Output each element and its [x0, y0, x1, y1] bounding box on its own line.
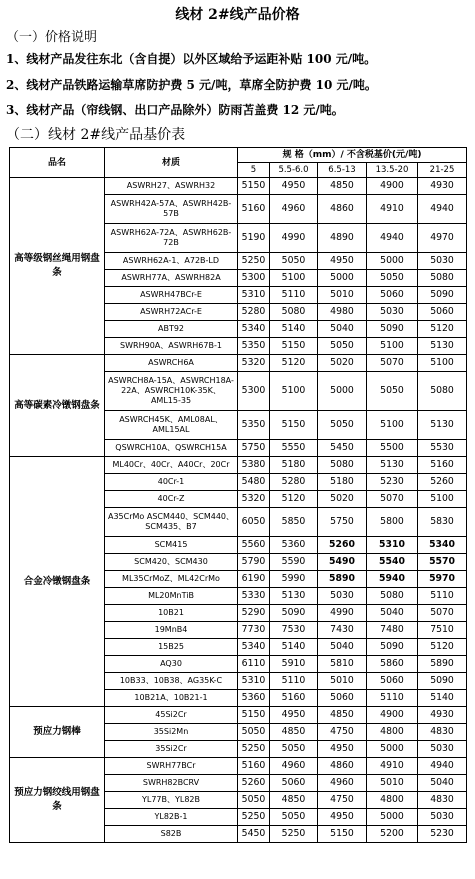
price-cell: 7430: [318, 622, 367, 639]
price-cell: 4950: [270, 178, 318, 195]
price-cell: 4850: [270, 724, 318, 741]
price-cell: 4900: [367, 178, 418, 195]
price-cell: 5140: [418, 690, 467, 707]
price-cell: 5100: [270, 372, 318, 411]
price-cell: 5180: [318, 474, 367, 491]
material-cell: SWRH82BCRV: [105, 775, 238, 792]
product-group-name: 预应力钢棒: [10, 707, 105, 758]
product-group-name: 合金冷镦钢盘条: [10, 457, 105, 707]
header-size: 13.5-20: [367, 163, 418, 178]
price-cell: 5100: [418, 355, 467, 372]
table-row: [10, 707, 467, 724]
price-cell: 5110: [418, 588, 467, 605]
price-cell: 5190: [238, 224, 270, 253]
material-cell: YL82B-1: [105, 809, 238, 826]
product-group-name: 预应力钢绞线用钢盘条: [10, 758, 105, 843]
material-cell: ASWRCH8A-15A、ASWRCH18A-22A、ASWRCH10K-35K、AML15-35: [105, 372, 238, 411]
material-cell: AQ30: [105, 656, 238, 673]
price-cell: 5230: [367, 474, 418, 491]
price-cell: 5060: [270, 775, 318, 792]
price-cell: 5050: [318, 411, 367, 440]
price-cell: 5140: [270, 321, 318, 338]
price-cell: 5160: [270, 690, 318, 707]
price-cell: 4890: [318, 224, 367, 253]
price-cell: 5040: [367, 605, 418, 622]
price-table-body: [10, 178, 467, 843]
price-cell: 5160: [238, 758, 270, 775]
price-cell: 4940: [418, 758, 467, 775]
price-cell: 5010: [318, 673, 367, 690]
price-cell: 5250: [238, 741, 270, 758]
price-cell: 5280: [238, 304, 270, 321]
price-cell: 5260: [238, 775, 270, 792]
price-cell: 5070: [367, 491, 418, 508]
price-cell: 4860: [318, 195, 367, 224]
price-cell: 7510: [418, 622, 467, 639]
material-cell: ASWRH62A-72A、ASWRH62B-72B: [105, 224, 238, 253]
price-note-2: 2、线材产品铁路运输草席防护费 5 元/吨，草席全防护费 10 元/吨。: [6, 78, 377, 92]
material-cell: ML20MnTiB: [105, 588, 238, 605]
price-cell: 5030: [418, 809, 467, 826]
price-cell: 4940: [418, 195, 467, 224]
material-cell: SWRH90A、ASWRH67B-1: [105, 338, 238, 355]
price-cell: 4830: [418, 792, 467, 809]
price-cell: 5130: [270, 588, 318, 605]
price-cell: 5150: [270, 338, 318, 355]
price-cell: 5090: [367, 321, 418, 338]
price-table: [9, 147, 467, 843]
header-size: 21-25: [418, 163, 467, 178]
price-cell: 5040: [418, 775, 467, 792]
price-cell: 4900: [367, 707, 418, 724]
price-cell: 4830: [418, 724, 467, 741]
table-row: [10, 355, 467, 372]
price-cell: 4960: [318, 775, 367, 792]
price-cell: 5060: [367, 673, 418, 690]
price-cell: 6110: [238, 656, 270, 673]
product-group-name: 高等级钢丝绳用钢盘条: [10, 178, 105, 355]
price-cell: 4960: [270, 195, 318, 224]
price-cell: 4930: [418, 178, 467, 195]
price-cell: 5020: [318, 491, 367, 508]
price-cell: 5000: [367, 809, 418, 826]
material-cell: ASWRH77A、ASWRH82A: [105, 270, 238, 287]
price-cell: 4800: [367, 792, 418, 809]
price-cell: 5790: [238, 554, 270, 571]
section-price-table-heading: （二）线材 2#线产品基价表: [6, 127, 186, 143]
price-cell: 5890: [418, 656, 467, 673]
price-cell: 5060: [367, 287, 418, 304]
price-note-1: 1、线材产品发往东北（含自提）以外区域给予运距补贴 100 元/吨。: [6, 52, 377, 66]
price-cell: 4950: [318, 741, 367, 758]
price-cell: 4970: [418, 224, 467, 253]
price-cell: 5130: [418, 411, 467, 440]
price-cell: 4990: [318, 605, 367, 622]
price-cell: 5590: [270, 554, 318, 571]
price-cell: 5290: [238, 605, 270, 622]
price-cell: 5280: [270, 474, 318, 491]
price-cell: 5300: [238, 372, 270, 411]
material-cell: S82B: [105, 826, 238, 843]
price-cell: 5940: [367, 571, 418, 588]
price-cell: 5160: [418, 457, 467, 474]
price-cell: 7530: [270, 622, 318, 639]
material-cell: 10B21A、10B21-1: [105, 690, 238, 707]
material-cell: ASWRCH45K、AML08AL、AML15AL: [105, 411, 238, 440]
price-cell: 5340: [418, 537, 467, 554]
material-cell: 35Si2Mn: [105, 724, 238, 741]
price-cell: 4750: [318, 792, 367, 809]
price-cell: 5050: [238, 724, 270, 741]
price-cell: 4980: [318, 304, 367, 321]
price-cell: 5450: [318, 440, 367, 457]
price-cell: 5050: [318, 338, 367, 355]
material-cell: 15B25: [105, 639, 238, 656]
price-cell: 5990: [270, 571, 318, 588]
section-price-notes-heading: （一）价格说明: [6, 30, 98, 45]
material-cell: 35Si2Cr: [105, 741, 238, 758]
price-cell: 5000: [367, 741, 418, 758]
price-cell: 5310: [367, 537, 418, 554]
price-cell: 5120: [418, 321, 467, 338]
price-cell: 6190: [238, 571, 270, 588]
price-cell: 5360: [270, 537, 318, 554]
price-cell: 5530: [418, 440, 467, 457]
price-cell: 5080: [270, 304, 318, 321]
price-cell: 5150: [318, 826, 367, 843]
price-cell: 5060: [318, 690, 367, 707]
header-size: 5.5-6.0: [270, 163, 318, 178]
price-cell: 4940: [367, 224, 418, 253]
price-cell: 5310: [238, 673, 270, 690]
price-cell: 5570: [418, 554, 467, 571]
material-cell: ASWRH42A-57A、ASWRH42B-57B: [105, 195, 238, 224]
price-cell: 5100: [418, 491, 467, 508]
price-cell: 4850: [318, 707, 367, 724]
price-cell: 5540: [367, 554, 418, 571]
price-cell: 6050: [238, 508, 270, 537]
price-cell: 5050: [270, 741, 318, 758]
price-cell: 5550: [270, 440, 318, 457]
price-cell: 5910: [270, 656, 318, 673]
price-cell: 4800: [367, 724, 418, 741]
price-cell: 5200: [367, 826, 418, 843]
price-cell: 5050: [270, 253, 318, 270]
price-cell: 4950: [270, 707, 318, 724]
price-cell: 5110: [367, 690, 418, 707]
price-cell: 5100: [367, 338, 418, 355]
material-cell: ML35CrMoZ、ML42CrMo: [105, 571, 238, 588]
price-cell: 5010: [367, 775, 418, 792]
material-cell: SCM415: [105, 537, 238, 554]
price-cell: 5120: [418, 639, 467, 656]
price-cell: 5050: [270, 809, 318, 826]
table-row: [10, 758, 467, 775]
price-cell: 5040: [318, 639, 367, 656]
price-cell: 5300: [238, 270, 270, 287]
price-cell: 7730: [238, 622, 270, 639]
material-cell: 40Cr-1: [105, 474, 238, 491]
price-cell: 5860: [367, 656, 418, 673]
price-cell: 5130: [367, 457, 418, 474]
price-cell: 5080: [318, 457, 367, 474]
price-cell: 5500: [367, 440, 418, 457]
page-title: 线材 2#线产品价格: [175, 7, 300, 23]
price-cell: 5150: [270, 411, 318, 440]
price-cell: 5050: [367, 372, 418, 411]
price-cell: 5100: [367, 411, 418, 440]
price-cell: 5750: [238, 440, 270, 457]
price-cell: 5850: [270, 508, 318, 537]
price-cell: 5050: [367, 270, 418, 287]
price-cell: 5080: [418, 270, 467, 287]
price-cell: 5810: [318, 656, 367, 673]
price-cell: 5230: [418, 826, 467, 843]
price-cell: 5250: [238, 809, 270, 826]
price-cell: 4950: [318, 809, 367, 826]
price-cell: 5080: [367, 588, 418, 605]
price-cell: 5090: [367, 639, 418, 656]
price-cell: 5090: [270, 605, 318, 622]
price-cell: 5340: [238, 639, 270, 656]
price-cell: 4750: [318, 724, 367, 741]
price-cell: 4850: [318, 178, 367, 195]
price-cell: 5250: [238, 253, 270, 270]
price-cell: 5970: [418, 571, 467, 588]
price-cell: 5360: [238, 690, 270, 707]
material-cell: ASWRH47BCr-E: [105, 287, 238, 304]
price-cell: 5450: [238, 826, 270, 843]
price-cell: 5150: [238, 178, 270, 195]
price-cell: 5490: [318, 554, 367, 571]
price-cell: 5350: [238, 338, 270, 355]
table-row: [10, 178, 467, 195]
price-cell: 5120: [270, 355, 318, 372]
material-cell: SWRH77BCr: [105, 758, 238, 775]
price-cell: 4860: [318, 758, 367, 775]
material-cell: ABT92: [105, 321, 238, 338]
price-cell: 5100: [270, 270, 318, 287]
price-cell: 5090: [418, 673, 467, 690]
price-cell: 5080: [418, 372, 467, 411]
price-cell: 4910: [367, 758, 418, 775]
price-cell: 5000: [367, 253, 418, 270]
price-cell: 4930: [418, 707, 467, 724]
price-cell: 5070: [418, 605, 467, 622]
header-size: 5: [238, 163, 270, 178]
price-cell: 5030: [318, 588, 367, 605]
price-cell: 5310: [238, 287, 270, 304]
material-cell: A35CrMo ASCM440、SCM440、SCM435、B7: [105, 508, 238, 537]
price-cell: 5050: [238, 792, 270, 809]
price-cell: 5110: [270, 673, 318, 690]
material-cell: 10B21: [105, 605, 238, 622]
price-cell: 5060: [418, 304, 467, 321]
price-cell: 7480: [367, 622, 418, 639]
header-spec: 规 格（mm）/ 不含税基价(元/吨): [238, 148, 467, 163]
price-cell: 5340: [238, 321, 270, 338]
price-cell: 5250: [270, 826, 318, 843]
price-cell: 5000: [318, 270, 367, 287]
header-material: 材质: [105, 148, 238, 178]
price-cell: 5030: [418, 741, 467, 758]
material-cell: ML40Cr、40Cr、A40Cr、20Cr: [105, 457, 238, 474]
price-cell: 5030: [418, 253, 467, 270]
price-cell: 5320: [238, 355, 270, 372]
header-size: 6.5-13: [318, 163, 367, 178]
header-product: 品名: [10, 148, 105, 178]
material-cell: 45Si2Cr: [105, 707, 238, 724]
material-cell: YL77B、YL82B: [105, 792, 238, 809]
price-cell: 5330: [238, 588, 270, 605]
price-cell: 5380: [238, 457, 270, 474]
price-cell: 5070: [367, 355, 418, 372]
price-cell: 5150: [238, 707, 270, 724]
material-cell: 10B33、10B38、AG35K-C: [105, 673, 238, 690]
price-cell: 5120: [270, 491, 318, 508]
material-cell: 19MnB4: [105, 622, 238, 639]
price-cell: 4910: [367, 195, 418, 224]
price-cell: 4950: [318, 253, 367, 270]
price-cell: 5320: [238, 491, 270, 508]
product-group-name: 高等碳素冷镦钢盘条: [10, 355, 105, 457]
material-cell: QSWRCH10A、QSWRCH15A: [105, 440, 238, 457]
price-cell: 5830: [418, 508, 467, 537]
price-cell: 5020: [318, 355, 367, 372]
table-row: [10, 457, 467, 474]
price-cell: 4990: [270, 224, 318, 253]
price-cell: 5090: [418, 287, 467, 304]
price-cell: 5480: [238, 474, 270, 491]
price-cell: 5010: [318, 287, 367, 304]
price-cell: 5110: [270, 287, 318, 304]
price-cell: 4850: [270, 792, 318, 809]
price-cell: 5030: [367, 304, 418, 321]
price-cell: 5350: [238, 411, 270, 440]
material-cell: ASWRH27、ASWRH32: [105, 178, 238, 195]
price-cell: 5750: [318, 508, 367, 537]
material-cell: ASWRH62A-1、A72B-LD: [105, 253, 238, 270]
price-note-3: 3、线材产品（帘线钢、出口产品除外）防雨苫盖费 12 元/吨。: [6, 103, 344, 117]
price-cell: 5000: [318, 372, 367, 411]
material-cell: ASWRH72ACr-E: [105, 304, 238, 321]
price-cell: 5260: [418, 474, 467, 491]
price-cell: 5130: [418, 338, 467, 355]
material-cell: 40Cr-Z: [105, 491, 238, 508]
price-cell: 5160: [238, 195, 270, 224]
price-cell: 5560: [238, 537, 270, 554]
price-cell: 5180: [270, 457, 318, 474]
price-cell: 5890: [318, 571, 367, 588]
price-cell: 5260: [318, 537, 367, 554]
price-cell: 4960: [270, 758, 318, 775]
price-cell: 5800: [367, 508, 418, 537]
price-cell: 5040: [318, 321, 367, 338]
material-cell: SCM420、SCM430: [105, 554, 238, 571]
material-cell: ASWRCH6A: [105, 355, 238, 372]
price-cell: 5140: [270, 639, 318, 656]
